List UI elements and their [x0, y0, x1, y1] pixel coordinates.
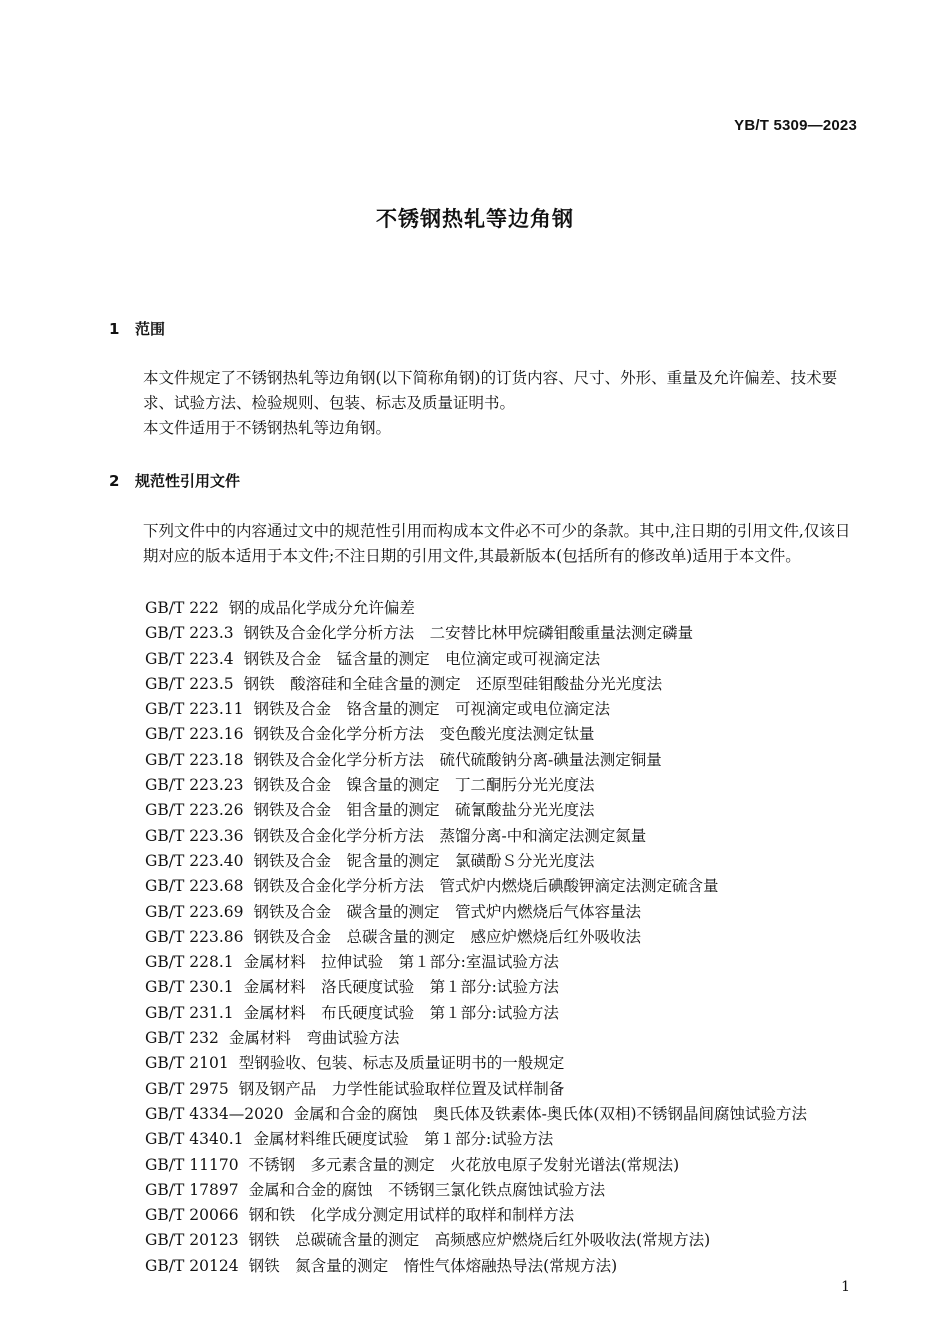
reference-title: 钢铁及合金 碳含量的测定 管式炉内燃烧后气体容量法: [253, 902, 642, 921]
reference-item: [145, 1127, 807, 1152]
paragraph-text: 本文件适用于不锈钢热轧等边角钢。: [143, 419, 392, 437]
reference-item: [145, 1153, 807, 1178]
reference-code: GB/T 20123: [145, 1231, 239, 1250]
reference-title: 金属材料维氏硬度试验 第１部分:试验方法: [253, 1130, 554, 1149]
reference-code: GB/T 223.26: [145, 801, 244, 820]
reference-title: 钢铁及合金 铌含量的测定 氯磺酚Ｓ分光光度法: [253, 851, 595, 870]
reference-code: GB/T 223.3: [145, 624, 234, 643]
reference-title: 钢的成品化学成分允许偏差: [228, 599, 415, 617]
reference-item: [145, 621, 807, 646]
document-code: YB/T 5309—2023: [734, 117, 857, 134]
reference-code: GB/T 223.40: [145, 851, 244, 870]
section-number: 1: [109, 320, 120, 338]
reference-code: GB/T 2975: [145, 1079, 229, 1098]
reference-code: GB/T 230.1: [145, 978, 234, 997]
reference-code: GB/T 223.18: [145, 750, 244, 769]
reference-title: 金属材料 布氏硬度试验 第１部分:试验方法: [243, 1003, 559, 1022]
reference-item: [145, 950, 807, 975]
reference-code: GB/T 232: [145, 1029, 219, 1048]
reference-title: 钢铁及合金化学分析方法 硫代硫酸钠分离-碘量法测定铜量: [253, 750, 662, 769]
reference-code: GB/T 223.69: [145, 902, 244, 921]
section-title: 规范性引用文件: [135, 472, 241, 490]
reference-item: [145, 849, 807, 874]
reference-code: GB/T 20124: [145, 1256, 239, 1275]
section-heading-normative-references: [109, 470, 240, 491]
reference-code: GB/T 4340.1: [145, 1130, 244, 1149]
reference-item: [145, 773, 807, 798]
reference-item: [145, 1001, 807, 1026]
reference-title: 钢铁及合金化学分析方法 二安替比林甲烷磷钼酸重量法测定磷量: [243, 624, 694, 643]
section-heading-scope: [109, 318, 165, 339]
reference-title: 钢铁及合金化学分析方法 管式炉内燃烧后碘酸钾滴定法测定硫含量: [253, 877, 719, 896]
reference-title: 金属和合金的腐蚀 不锈钢三氯化铁点腐蚀试验方法: [248, 1180, 606, 1199]
reference-title: 钢铁 酸溶硅和全硅含量的测定 还原型硅钼酸盐分光光度法: [243, 674, 663, 693]
scope-paragraph-2: [109, 416, 859, 441]
document-title: 不锈钢热轧等边角钢: [376, 207, 574, 231]
reference-title: 钢铁及合金 镍含量的测定 丁二酮肟分光光度法: [253, 776, 595, 795]
reference-code: GB/T 231.1: [145, 1003, 234, 1022]
page-number: 1: [841, 1279, 850, 1295]
paragraph-text: 下列文件中的内容通过文中的规范性引用而构成本文件必不可少的条款。其中,注日期的引用文件,仅该日期对应的版本适用于本文件;不注日期的引用文件,其最新版本(包括所有的修改单)适用于本文件。: [143, 522, 851, 565]
reference-title: 金属和合金的腐蚀 奥氏体及铁素体-奥氏体(双相)不锈钢晶间腐蚀试验方法: [293, 1104, 807, 1123]
reference-code: GB/T 20066: [145, 1206, 239, 1225]
reference-code: GB/T 17897: [145, 1180, 239, 1199]
reference-title: 钢铁及合金 钼含量的测定 硫氰酸盐分光光度法: [253, 801, 595, 820]
reference-title: 钢和铁 化学成分测定用试样的取样和制样方法: [248, 1206, 575, 1225]
reference-item: [145, 672, 807, 697]
reference-code: GB/T 223.4: [145, 649, 234, 668]
reference-item: [145, 925, 807, 950]
reference-item: [145, 975, 807, 1000]
reference-item: [145, 1051, 807, 1076]
reference-title: 钢铁 总碳硫含量的测定 高频感应炉燃烧后红外吸收法(常规方法): [248, 1231, 711, 1250]
references-intro-paragraph: [109, 519, 859, 569]
reference-title: 金属材料 弯曲试验方法: [228, 1029, 400, 1048]
reference-list: [145, 596, 807, 1279]
reference-item: [145, 1228, 807, 1253]
paragraph-text: 本文件规定了不锈钢热轧等边角钢(以下简称角钢)的订货内容、尺寸、外形、重量及允许偏差、技术要求、试验方法、检验规则、包装、标志及质量证明书。: [143, 369, 838, 412]
reference-item: [145, 1178, 807, 1203]
scope-paragraph-1: [109, 366, 859, 416]
reference-item: [145, 722, 807, 747]
reference-code: GB/T 223.23: [145, 776, 244, 795]
reference-item: [145, 748, 807, 773]
reference-code: GB/T 2101: [145, 1054, 229, 1073]
reference-item: [145, 1077, 807, 1102]
reference-code: GB/T 223.16: [145, 725, 244, 744]
reference-title: 钢铁及合金化学分析方法 变色酸光度法测定钛量: [253, 725, 595, 744]
reference-code: GB/T 223.36: [145, 826, 244, 845]
reference-code: GB/T 223.68: [145, 877, 244, 896]
reference-title: 钢铁及合金化学分析方法 蒸馏分离-中和滴定法测定氮量: [253, 826, 647, 845]
reference-item: [145, 1026, 807, 1051]
reference-code: GB/T 4334—2020: [145, 1104, 284, 1123]
reference-title: 型钢验收、包装、标志及质量证明书的一般规定: [238, 1054, 565, 1073]
reference-item: [145, 1203, 807, 1228]
reference-code: GB/T 222: [145, 599, 219, 617]
reference-title: 钢铁及合金 铬含量的测定 可视滴定或电位滴定法: [253, 700, 611, 719]
reference-code: GB/T 11170: [145, 1155, 239, 1174]
reference-item: [145, 874, 807, 899]
reference-title: 钢及钢产品 力学性能试验取样位置及试样制备: [238, 1079, 565, 1098]
reference-code: GB/T 223.11: [145, 700, 244, 719]
reference-title: 金属材料 拉伸试验 第１部分:室温试验方法: [243, 953, 559, 972]
reference-title: 钢铁及合金 锰含量的测定 电位滴定或可视滴定法: [243, 649, 601, 668]
reference-item: [145, 647, 807, 672]
reference-code: GB/T 223.86: [145, 927, 244, 946]
reference-title: 钢铁及合金 总碳含量的测定 感应炉燃烧后红外吸收法: [253, 927, 642, 946]
reference-item: [145, 900, 807, 925]
reference-item: [145, 824, 807, 849]
section-title: 范围: [135, 320, 166, 338]
reference-item: [145, 596, 807, 621]
reference-title: 钢铁 氮含量的测定 惰性气体熔融热导法(常规方法): [248, 1256, 618, 1275]
reference-code: GB/T 228.1: [145, 953, 234, 972]
reference-item: [145, 798, 807, 823]
reference-title: 不锈钢 多元素含量的测定 火花放电原子发射光谱法(常规法): [248, 1155, 680, 1174]
reference-title: 金属材料 洛氏硬度试验 第１部分:试验方法: [243, 978, 559, 997]
reference-item: [145, 1102, 807, 1127]
reference-code: GB/T 223.5: [145, 674, 234, 693]
reference-item: [145, 1254, 807, 1279]
reference-item: [145, 697, 807, 722]
section-number: 2: [109, 472, 120, 490]
